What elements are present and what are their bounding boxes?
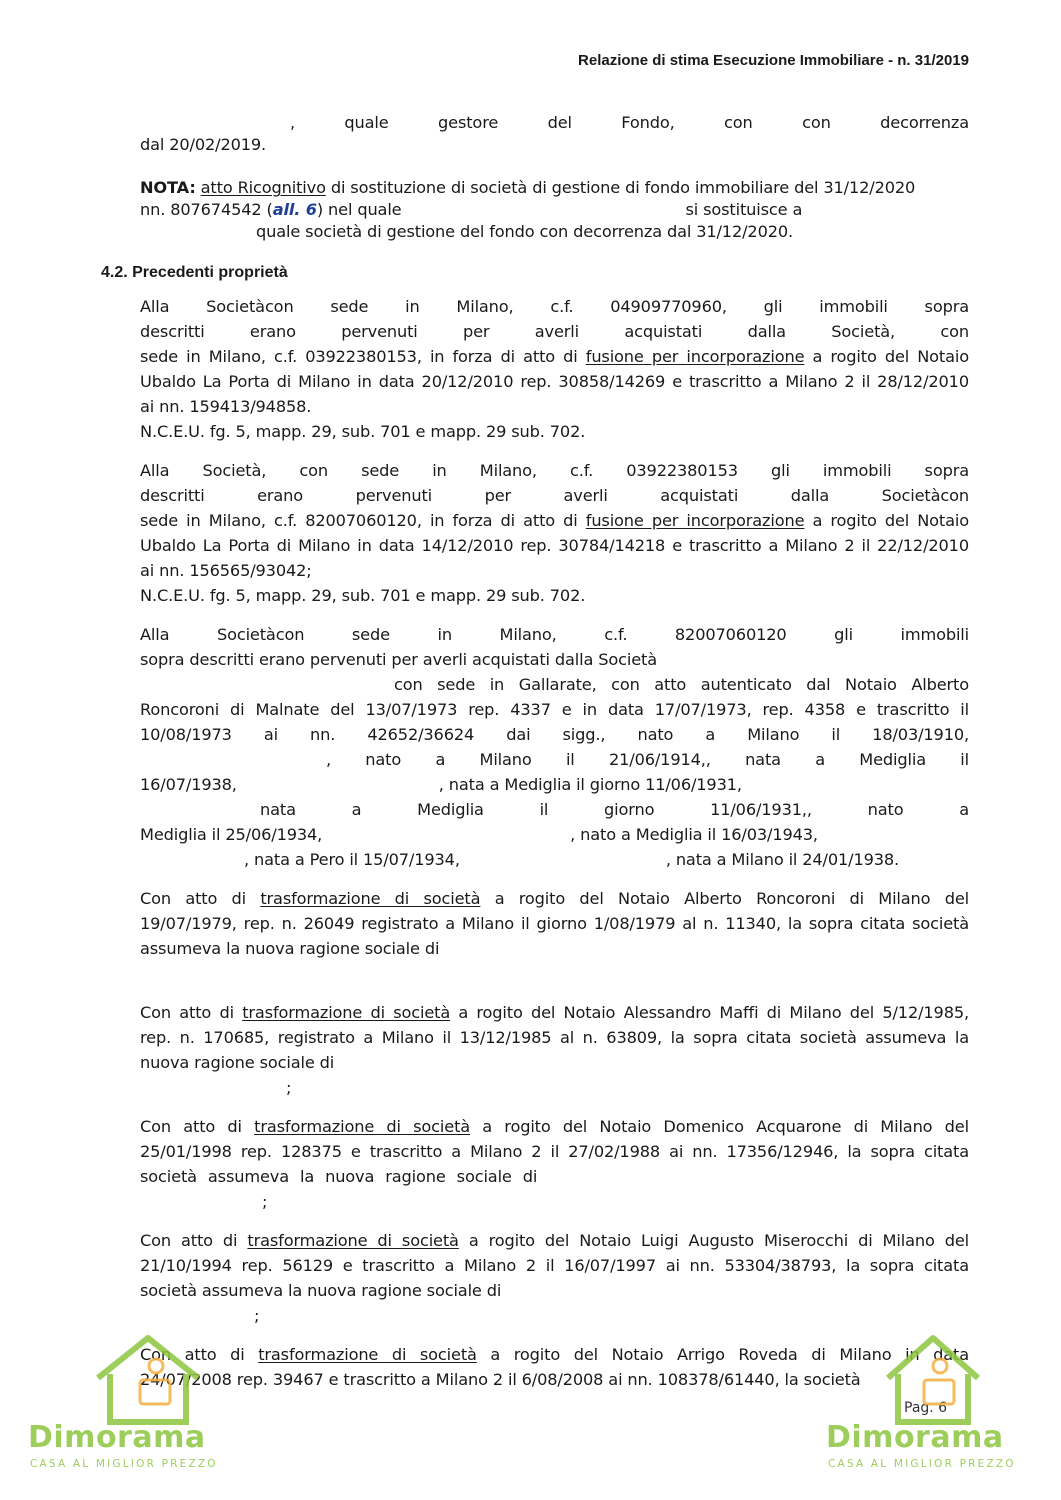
nota-line-1 [140, 178, 969, 198]
text: 16/07/1938, [140, 775, 237, 794]
p7-line-3: società assumeva la nuova ragione sociale di [140, 1281, 502, 1300]
text: a rogito del Notaio Luigi Augusto Miserocchi di Milano del [458, 1231, 969, 1250]
text: , nata a Mediglia il giorno 11/06/1931, [438, 775, 742, 794]
p2-line-1 [140, 461, 969, 481]
document-header: Relazione di stima Esecuzione Immobiliare - n. 31/2019 [578, 52, 969, 69]
logo-brand: Dimorama [28, 1420, 206, 1455]
text: Con atto di [140, 889, 261, 908]
p3-line-2: sopra descritti erano pervenuti per averli acquistati dalla Società [140, 650, 658, 669]
p1-line-1 [140, 297, 969, 317]
underlined-text: trasformazione di società [260, 889, 481, 908]
p2-line-2 [140, 486, 969, 506]
text: Con atto di [140, 1003, 243, 1022]
p2-line-5: ai nn. 156565/93042; [140, 561, 312, 580]
text: descritti erano pervenuti per averli acquistati dalla Società [140, 322, 891, 341]
p4-line-3: assumeva la nuova ragione sociale di [140, 939, 440, 958]
p6-line-3: società assumeva la nuova ragione sociale di [140, 1167, 538, 1186]
p1-line-6: N.C.E.U. fg. 5, mapp. 29, sub. 701 e mapp. 29 sub. 702. [140, 422, 586, 441]
p2-line-4: Ubaldo La Porta di Milano in data 14/12/2010 rep. 30784/14218 e trascritto a Milano 2 il 22/12/2010 [140, 536, 969, 555]
text: , con [890, 322, 970, 341]
underlined-text: fusione per incorporazione [585, 347, 805, 366]
text: nn. 807674542 ( [140, 200, 273, 219]
text: , quale gestore del Fondo, con [290, 113, 753, 132]
text: , nata a Milano il 24/01/1938. [665, 850, 900, 869]
house-icon [878, 1330, 988, 1430]
text: di sostituzione di società di gestione di fondo immobiliare del 31/12/2020 [325, 178, 916, 197]
text: , nato a Mediglia il 16/03/1943, [570, 825, 818, 844]
p2-line-3 [140, 511, 969, 531]
logo-brand: Dimorama [826, 1420, 1004, 1455]
text: , nata a Mediglia il [705, 750, 969, 769]
text: a rogito del Notaio [804, 511, 970, 530]
p7-line-2: 21/10/1994 rep. 56129 e trascritto a Milano 2 il 16/07/1997 ai nn. 53304/38793, la sopra citata [140, 1256, 969, 1275]
p2-line-6: N.C.E.U. fg. 5, mapp. 29, sub. 701 e mapp. 29 sub. 702. [140, 586, 586, 605]
text: Con atto di [140, 1345, 259, 1364]
text: Mediglia il 25/06/1934, [140, 825, 323, 844]
p1-line-2 [140, 322, 969, 342]
p1-line-3 [140, 347, 969, 367]
text: Con atto di [140, 1231, 248, 1250]
text: descritti erano pervenuti per averli acquistati dalla Società [140, 486, 941, 505]
text: 10/08/1973 ai nn. 42652/36624 dai sigg. [140, 725, 601, 744]
logo-tagline: CASA AL MIGLIOR PREZZO [828, 1458, 1016, 1470]
text: a rogito del Notaio Alberto Roncoroni di Milano del [480, 889, 969, 908]
text: si sostituisce a [685, 200, 803, 219]
text: a rogito del Notaio Arrigo Roveda di Milano in data [476, 1345, 969, 1364]
underlined-text: trasformazione di società [258, 1345, 477, 1364]
page-number: Pag. 6 [904, 1400, 948, 1416]
underlined-text: trasformazione di società [247, 1231, 459, 1250]
text: , con sede in Milano, c.f. 03922380153 gli immobili sopra [261, 461, 969, 480]
p4-line-2: 19/07/1979, rep. n. 26049 registrato a Milano il giorno 1/08/1979 al n. 11340, la sopra citata società [140, 914, 969, 933]
text: sede in Milano, c.f. 82007060120, in forza di atto di [140, 511, 586, 530]
house-icon [88, 1330, 208, 1430]
text: , nato a Milano il 18/03/1910, [600, 725, 969, 744]
text: con sede in Milano, c.f. 04909770960, gli immobili sopra [264, 297, 969, 316]
p7-line-4: ; [254, 1306, 260, 1325]
p3-line-10 [244, 850, 969, 870]
p5-line-3: nuova ragione sociale di [140, 1053, 335, 1072]
text: Alla Società [140, 625, 276, 644]
p6-line-2: 25/01/1998 rep. 128375 e trascritto a Milano 2 il 27/02/1988 ai nn. 17356/12946, la sopra citata [140, 1142, 969, 1161]
top-line-2: dal 20/02/2019. [140, 135, 267, 154]
text: a rogito del Notaio Domenico Acquarone di Milano del [470, 1117, 969, 1136]
p3-line-5 [140, 725, 969, 745]
nota-line-2 [140, 200, 969, 220]
text: , nata a Pero il 15/07/1934, [244, 850, 460, 869]
text: Con atto di [140, 1117, 255, 1136]
text: con [940, 486, 969, 505]
p6-line-1 [140, 1117, 969, 1137]
text: , nato a Milano il 21/06/1914, [326, 750, 706, 769]
p5-line-4: ; [286, 1078, 292, 1097]
p7-line-1 [140, 1231, 969, 1251]
dimorama-logo-right [826, 1330, 1036, 1480]
nota-label: NOTA: [140, 178, 196, 197]
text: a rogito del Notaio Alessandro Maffi di Milano del 5/12/1985, [450, 1003, 969, 1022]
text: ) nel quale [316, 200, 402, 219]
top-line-1 [140, 113, 969, 133]
nota-link[interactable]: atto Ricognitivo [200, 178, 326, 197]
text: , nato a [806, 800, 969, 819]
text: nata a Mediglia il giorno 11/06/1931, [260, 800, 807, 819]
p3-line-4: Roncoroni di Malnate del 13/07/1973 rep. 4337 e in data 17/07/1973, rep. 4358 e trascritto il [140, 700, 969, 719]
underlined-text: fusione per incorporazione [585, 511, 805, 530]
p3-line-9 [140, 825, 969, 845]
p3-line-7 [140, 775, 969, 795]
underlined-text: trasformazione di società [242, 1003, 451, 1022]
text: Alla Società [140, 461, 262, 480]
text: Alla Società [140, 297, 265, 316]
p5-line-1 [140, 1003, 969, 1023]
text: a rogito del Notaio [804, 347, 970, 366]
p3-line-1 [140, 625, 969, 645]
attachment-link[interactable]: all. 6 [272, 200, 317, 219]
p3-line-8 [260, 800, 969, 820]
p1-line-5: ai nn. 159413/94858. [140, 397, 312, 416]
underlined-text: trasformazione di società [254, 1117, 471, 1136]
section-title: 4.2. Precedenti proprietà [101, 264, 288, 281]
p3-line-6 [326, 750, 969, 770]
p8-line-2: 24/07/2008 rep. 39467 e trascritto a Milano 2 il 6/08/2008 ai nn. 108378/61440, la società [140, 1370, 861, 1389]
text: con decorrenza [802, 113, 969, 132]
p3-line-3: con sede in Gallarate, con atto autenticato dal Notaio Alberto [394, 675, 969, 694]
logo-tagline: CASA AL MIGLIOR PREZZO [30, 1458, 218, 1470]
dimorama-logo-left [28, 1330, 238, 1480]
nota-line-3: quale società di gestione del fondo con decorrenza dal 31/12/2020. [256, 222, 794, 241]
p6-line-4: ; [262, 1192, 268, 1211]
p4-line-1 [140, 889, 969, 909]
text: con sede in Milano, c.f. 82007060120 gli immobili [275, 625, 969, 644]
p5-line-2: rep. n. 170685, registrato a Milano il 13/12/1985 al n. 63809, la sopra citata società assumeva la [140, 1028, 969, 1047]
p1-line-4: Ubaldo La Porta di Milano in data 20/12/2010 rep. 30858/14269 e trascritto a Milano 2 il 28/12/2010 [140, 372, 969, 391]
text: sede in Milano, c.f. 03922380153, in forza di atto di [140, 347, 586, 366]
